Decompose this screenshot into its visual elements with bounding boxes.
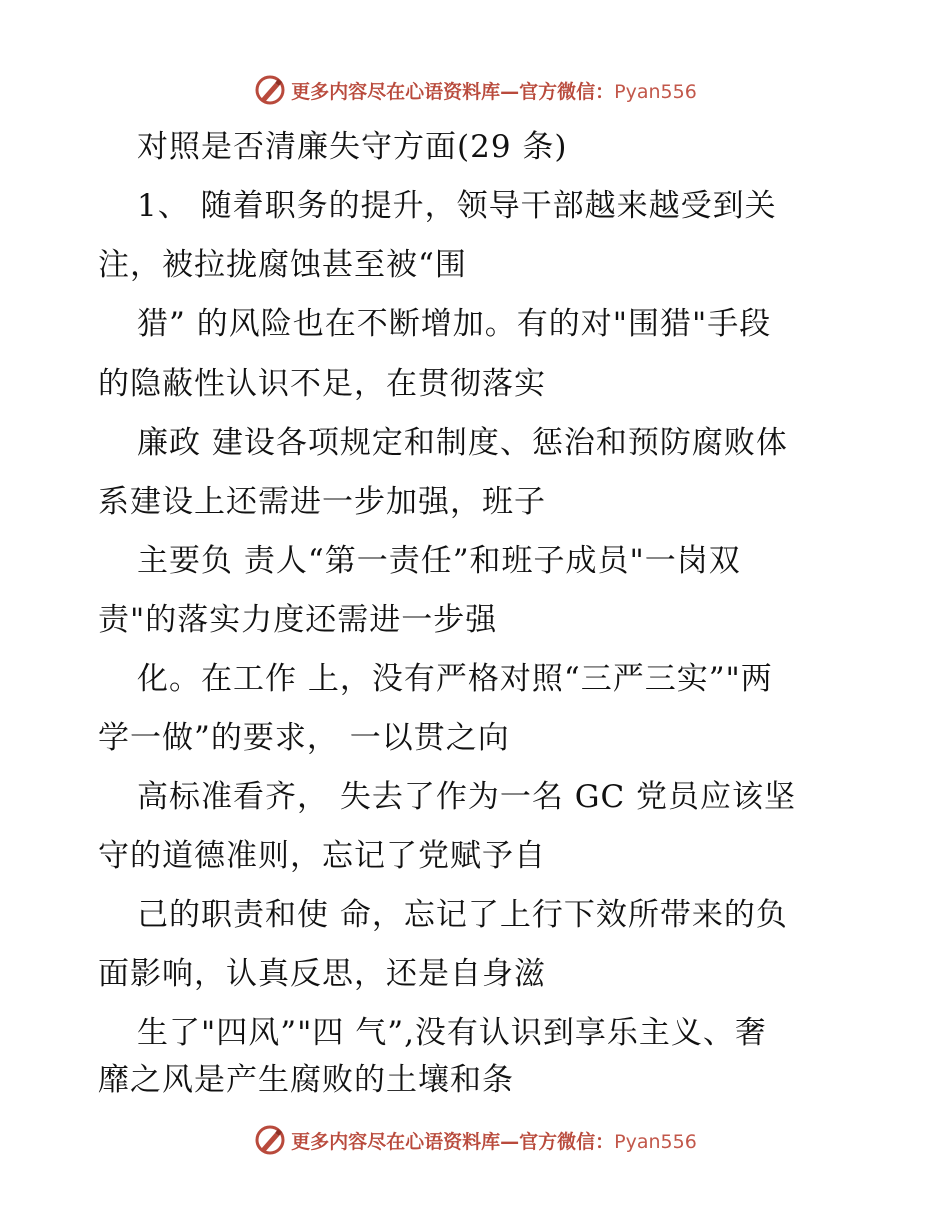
paragraph-line: 的隐蔽性认识不足，在贯彻落实 [98,366,546,402]
paragraph-line: 系建设上还需进一步加强，班子 [98,484,546,520]
paragraph-line: 廉政 建设各项规定和制度、惩治和预防腐败体 [137,425,788,461]
paragraph-line: 责"的落实力度还需进一步强 [98,602,498,638]
pen-logo-icon [253,73,287,107]
pen-logo-icon [253,1123,287,1157]
paragraph-line: 注，被拉拢腐蚀甚至被“围 [98,247,467,283]
header-watermark [0,70,950,110]
paragraph-line: 高标准看齐， 失去了作为一名 GC 党员应该坚 [137,779,797,815]
paragraph-line: 猎” 的风险也在不断增加。有的对"围猎"手段 [137,306,772,342]
watermark-text: 更多内容尽在心语资料库—官方微信：Pyan556 [291,80,697,103]
paragraph-line: 靡之风是产生腐败的土壤和条 [98,1062,514,1098]
paragraph-line: 学一做”的要求， 一以贯之向 [98,720,510,756]
watermark-text: 更多内容尽在心语资料库—官方微信：Pyan556 [291,1130,697,1153]
paragraph-line: 1、 随着职务的提升，领导干部越来越受到关 [137,188,777,224]
paragraph-line: 化。在工作 上，没有严格对照“三严三实”"两 [137,661,773,697]
paragraph-line: 己的职责和使 命，忘记了上行下效所带来的负 [137,897,788,933]
paragraph-line: 守的道德准则，忘记了党赋予自 [98,838,546,874]
paragraph-line: 主要负 责人“第一责任”和班子成员"一岗双 [137,543,741,579]
paragraph-line: 生了"四风”"四 气”,没有认识到享乐主义、奢 [137,1015,767,1051]
section-title: 对照是否清廉失守方面(29 条) [137,129,568,165]
paragraph-line: 面影响，认真反思，还是自身滋 [98,956,546,992]
footer-watermark [0,1120,950,1160]
